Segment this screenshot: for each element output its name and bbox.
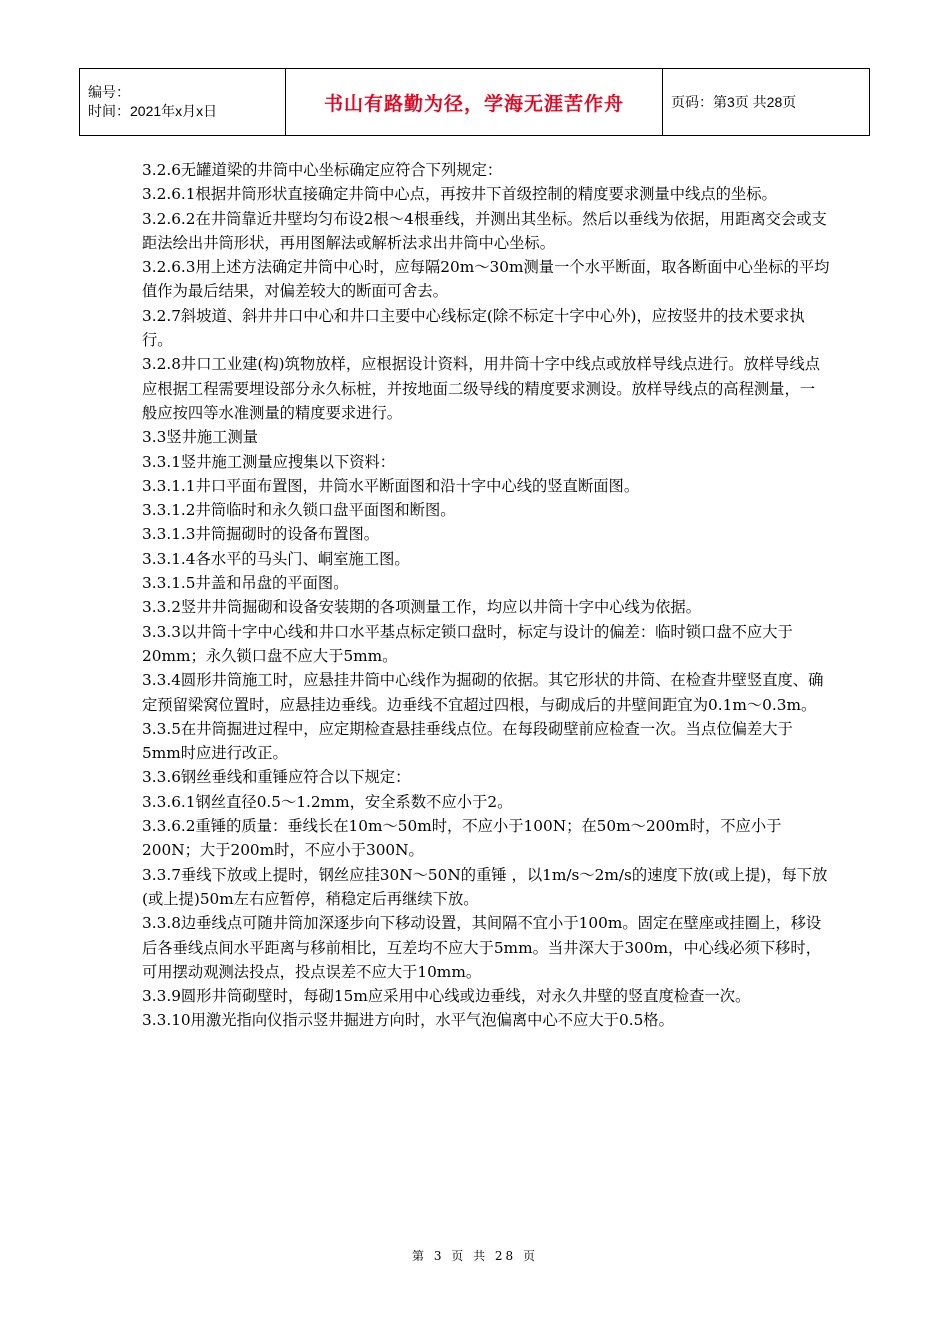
paragraph: 3.3.4圆形井筒施工时，应悬挂井筒中心线作为掘砌的依据。其它形状的井筒、在检查井壁竖直度、确定预留梁窝位置时，应悬挂边垂线。边垂线不宜超过四根，与砌成后的井壁间距宜为0.1m～0.3m。 bbox=[142, 671, 824, 714]
page-header bbox=[79, 68, 870, 136]
paragraph: 3.3.1竖井施工测量应搜集以下资料： bbox=[142, 452, 396, 471]
header-motto: 书山有路勤为径，学海无涯苦作舟 bbox=[286, 69, 663, 136]
paragraph: 3.3.1.2井筒临时和永久锁口盘平面图和断图。 bbox=[142, 501, 456, 520]
number-label: 编号： bbox=[88, 84, 130, 100]
paragraph: 3.2.7斜坡道、斜井井口中心和井口主要中心线标定(除不标定十字中心外)，应按竖井的技术要求执行。 bbox=[142, 306, 805, 350]
header-page-info: 页码：第3页 共28页 bbox=[663, 69, 870, 136]
paragraph: 3.3.10用激光指向仪指示竖井掘进方向时，水平气泡偏离中心不应大于0.5格。 bbox=[142, 1011, 674, 1030]
paragraph: 3.3.6钢丝垂线和重锤应符合以下规定： bbox=[142, 768, 411, 787]
paragraph: 3.3.5在井筒掘进过程中，应定期检查悬挂垂线点位。在每段砌壁前应检查一次。当点位偏差大于5mm时应进行改正。 bbox=[142, 719, 793, 763]
paragraph: 3.2.8井口工业建(构)筑物放样，应根据设计资料，用井筒十字中线点或放样导线点进行。放样导线点应根据工程需要埋设部分永久标桩，并按地面二级导线的精度要求测设。放样导线点的高程测量，一般应按四等水准测量的精度要求进行。 bbox=[142, 355, 821, 422]
header-meta bbox=[80, 69, 286, 136]
paragraph: 3.3.9圆形井筒砌壁时，每砌15m应采用中心线或边垂线，对永久井壁的竖直度检查一次。 bbox=[142, 987, 751, 1006]
paragraph: 3.2.6.2在井筒靠近井壁均匀布设2根～4根垂线，并测出其坐标。然后以垂线为依据，用距离交会或支距法绘出井筒形状，再用图解法或解析法求出井筒中心坐标。 bbox=[142, 209, 827, 252]
paragraph: 3.3.1.5井盖和吊盘的平面图。 bbox=[142, 574, 349, 593]
paragraph: 3.3.2竖井井筒掘砌和设备安装期的各项测量工作，均应以井筒十字中心线为依据。 bbox=[142, 598, 702, 617]
section-heading: 3.3竖井施工测量 bbox=[142, 428, 259, 447]
paragraph: 3.3.1.1井口平面布置图，井筒水平断面图和沿十字中心线的竖直断面图。 bbox=[142, 476, 640, 495]
paragraph: 3.3.7垂线下放或上提时，钢丝应挂30N～50N的重锤 ，以1m/s～2m/s的速度下放(或上提)，每下放(或上提)50m左右应暂停，稍稳定后再继续下放。 bbox=[142, 865, 828, 908]
page-footer: 第 3 页 共 28 页 bbox=[412, 1249, 538, 1263]
date-label: 时间：2021年x月x日 bbox=[88, 103, 218, 119]
paragraph: 3.2.6.1根据井筒形状直接确定井筒中心点，再按井下首级控制的精度要求测量中线点的坐标。 bbox=[142, 185, 777, 204]
paragraph: 3.3.6.2重锤的质量：垂线长在10m～50m时，不应小于100N；在50m～200m时，不应小于200N；大于200m时，不应小于300N。 bbox=[142, 817, 782, 860]
paragraph: 3.3.3以井筒十字中心线和井口水平基点标定锁口盘时，标定与设计的偏差：临时锁口盘不应大于20mm；永久锁口盘不应大于5mm。 bbox=[142, 622, 793, 665]
document-body bbox=[142, 158, 830, 1033]
paragraph: 3.3.1.4各水平的马头门、峒室施工图。 bbox=[142, 549, 410, 568]
paragraph: 3.3.8边垂线点可随井筒加深逐步向下移动设置，其间隔不宜小于100m。固定在壁座或挂圈上，移设后各垂线点间水平距离与移前相比，互差均不应大于5mm。当井深大于300m，中心线必须下移时，可用摆动观测法投点，投点误差不应大于10mm。 bbox=[142, 914, 822, 981]
paragraph: 3.3.1.3井筒掘砌时的设备布置图。 bbox=[142, 525, 380, 544]
paragraph: 3.2.6.3用上述方法确定井筒中心时，应每隔20m～30m测量一个水平断面，取各断面中心坐标的平均值作为最后结果，对偏差较大的断面可舍去。 bbox=[142, 258, 830, 301]
paragraph: 3.3.6.1钢丝直径0.5～1.2mm，安全系数不应小于2。 bbox=[142, 792, 513, 811]
paragraph: 3.2.6无罐道梁的井筒中心坐标确定应符合下列规定： bbox=[142, 161, 503, 179]
